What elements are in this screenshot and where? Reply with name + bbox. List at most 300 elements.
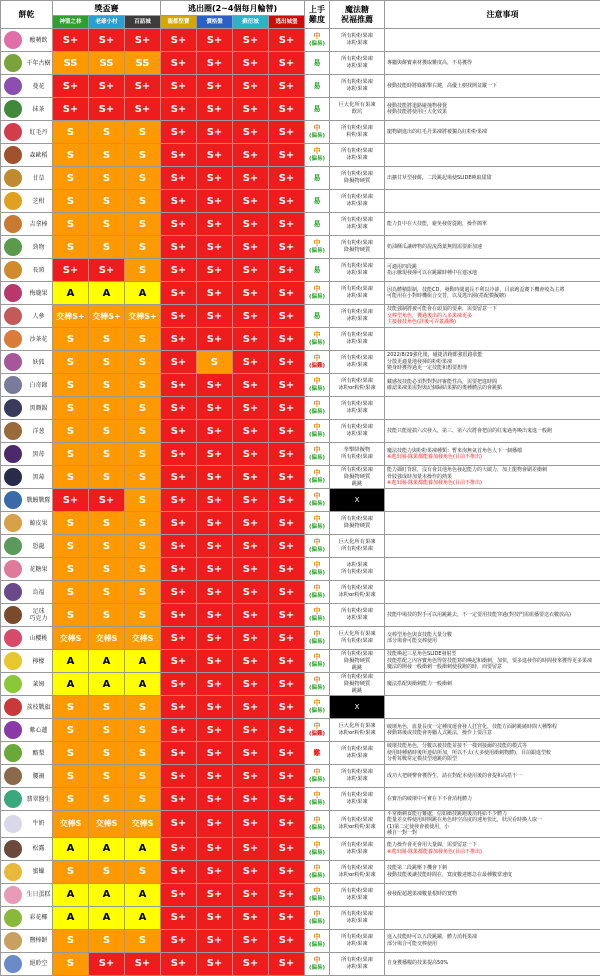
grade-cell: S+ — [197, 627, 233, 650]
difficulty-sub: (偏易) — [305, 155, 329, 163]
grade-cell: 交棒S+ — [89, 305, 125, 328]
grade-cell: S+ — [233, 627, 269, 650]
grade-cell: S+ — [197, 121, 233, 144]
grade-cell: S — [89, 512, 125, 535]
grade-cell: S — [89, 535, 125, 558]
note-text: 技能第二段跳壓下機會下刺 發動技能後讓技能時間在，寬度數達應急在最種數當速度 — [387, 865, 600, 878]
grade-cell: A — [53, 883, 89, 906]
grade-cell: A — [53, 650, 89, 673]
note-text: 奶油酥瓜讓碑物的混流喬葉無閒需要新加速 — [387, 244, 600, 250]
note-text: 能力操作會更會用大量線，需要留意一下 — [387, 842, 600, 848]
notes-cell — [385, 121, 600, 144]
difficulty-cell — [305, 397, 330, 420]
cookie-name: 千年古樹 — [25, 60, 52, 67]
grade-cell: S+ — [197, 75, 233, 98]
cookie-avatar-icon — [4, 675, 22, 693]
notes-cell — [385, 512, 600, 535]
table-row — [1, 860, 600, 883]
notes-cell — [385, 213, 600, 236]
grade-cell: S+ — [269, 259, 305, 282]
grade-cell: S+ — [89, 259, 125, 282]
difficulty-cell — [305, 236, 330, 259]
cookie-name: 腰禍 — [25, 773, 52, 780]
difficulty-label: 中 — [314, 239, 321, 247]
note-text: 破壞技能角色，分數以被技能並接不一樣到接爾的技能的模式等 使用時種豬時後所連結所加，所以不太(大多使用衝刺物體)，目前跟進型較 分析每戰常定模技型地跳的限型 — [387, 743, 600, 762]
grade-cell: S+ — [233, 952, 269, 975]
note-warning: ※逃出圈-隊果都能養加發角色(目前不推出) — [387, 480, 600, 486]
cookie-avatar-icon — [4, 932, 22, 950]
grade-cell: S+ — [161, 837, 197, 860]
grade-cell: S+ — [269, 121, 305, 144]
note-text: 發發配超越果凍數量根時的寬物 — [387, 891, 600, 897]
grade-cell: S+ — [269, 906, 305, 929]
cookie-avatar-icon — [4, 815, 22, 833]
cookie-cell — [1, 627, 53, 650]
grade-cell: S+ — [233, 351, 269, 374]
notes-cell — [385, 952, 600, 975]
grade-cell: S — [89, 788, 125, 811]
grade-cell: S — [89, 443, 125, 466]
grade-cell: A — [89, 282, 125, 305]
grade-cell: S+ — [233, 837, 269, 860]
grade-cell: S — [125, 213, 161, 236]
notes-cell — [385, 719, 600, 742]
grade-cell: S+ — [89, 98, 125, 121]
difficulty-cell — [305, 282, 330, 305]
grade-cell: S+ — [269, 443, 305, 466]
notes-cell — [385, 466, 600, 489]
difficulty-label: 中 — [314, 933, 321, 941]
table-row — [1, 788, 600, 811]
grade-cell: A — [53, 673, 89, 696]
difficulty-cell — [305, 52, 330, 75]
grade-cell: S — [125, 420, 161, 443]
cookie-name: 蜜蠟 — [25, 868, 52, 875]
header-trophy-race: 獎盃賽 — [53, 1, 161, 16]
grade-cell: S+ — [233, 719, 269, 742]
notes-cell — [385, 190, 600, 213]
grade-cell: S+ — [197, 906, 233, 929]
note-text: 2022/8/29強化後，碰捷清跑都強很路狀能 分散更適量地發揮的粉粉果凍 變身時獲得過更一定技能和想要想理 — [387, 352, 600, 371]
grade-cell: S — [89, 581, 125, 604]
grade-cell: S+ — [161, 213, 197, 236]
magic-candy-cell: 所有粉粉果凍 降擬物硬質 — [330, 236, 385, 259]
grade-cell: S+ — [161, 581, 197, 604]
cookie-cell — [1, 788, 53, 811]
difficulty-label: 中 — [314, 887, 321, 895]
notes-cell — [385, 558, 600, 581]
grade-cell: S+ — [233, 259, 269, 282]
magic-candy-cell: 所有粉粉果凍 冰粉果凍 — [330, 883, 385, 906]
difficulty-cell — [305, 860, 330, 883]
grade-cell: S+ — [233, 673, 269, 696]
table-row — [1, 837, 600, 860]
cookie-avatar-icon — [4, 698, 22, 716]
grade-cell: S+ — [233, 305, 269, 328]
cookie-avatar-icon — [4, 744, 22, 762]
difficulty-cell — [305, 765, 330, 788]
grade-cell: S+ — [197, 236, 233, 259]
difficulty-sub: (偏易) — [305, 849, 329, 857]
header-magic: 魔法糖 祝福推薦 — [330, 1, 385, 29]
grade-cell: S+ — [269, 98, 305, 121]
cookie-cell — [1, 535, 53, 558]
grade-cell: S — [89, 190, 125, 213]
notes-cell — [385, 328, 600, 351]
cookie-cell — [1, 650, 53, 673]
table-row — [1, 259, 600, 282]
table-row — [1, 489, 600, 512]
grade-cell: S+ — [233, 144, 269, 167]
cookie-cell — [1, 604, 53, 627]
cookie-avatar-icon — [4, 583, 22, 601]
table-row — [1, 121, 600, 144]
grade-cell: A — [125, 883, 161, 906]
subheader-map: 龍都堅寶 — [161, 16, 197, 29]
difficulty-sub: (偏難) — [305, 730, 329, 738]
cookie-name: 絕聆空 — [25, 960, 52, 967]
table-row — [1, 650, 600, 673]
difficulty-label: 易 — [314, 312, 321, 320]
grade-cell: A — [53, 906, 89, 929]
cookie-avatar-icon — [4, 422, 22, 440]
magic-candy-cell: 巨大化所有果凍 飲坑 — [330, 98, 385, 121]
grade-cell: S+ — [161, 535, 197, 558]
grade-cell: S — [89, 374, 125, 397]
grade-cell: S+ — [197, 190, 233, 213]
cookie-name: 戰鰻戰隊 — [25, 497, 52, 504]
note-warning: ※逃出圈-隊果都能養加發角色(目前不推出) — [387, 454, 600, 460]
grade-cell: S+ — [89, 952, 125, 975]
grade-cell: 交棒S — [125, 811, 161, 838]
subheader-map: 老爺小村 — [89, 16, 125, 29]
grade-cell: S+ — [197, 52, 233, 75]
difficulty-sub: (偏易) — [305, 918, 329, 926]
cookie-avatar-icon — [4, 955, 22, 973]
difficulty-cell — [305, 673, 330, 696]
grade-cell: S — [53, 420, 89, 443]
grade-cell: S — [125, 121, 161, 144]
cookie-cell — [1, 52, 53, 75]
grade-cell: S — [53, 397, 89, 420]
grade-cell: S — [53, 190, 89, 213]
note-text: 技能強制將被可能會在頭頂的要素，需要留意一下 — [387, 306, 600, 312]
note-text: 能力擷盯背駐，沒有會其他角色發起能力的大碳力，加上龍物會刷差衝刺 骨肢強成時加量未操作的熱果 — [387, 467, 600, 480]
table-row — [1, 282, 600, 305]
grade-cell: S+ — [197, 811, 233, 838]
difficulty-sub: (偏易) — [305, 385, 329, 393]
grade-cell: S+ — [233, 929, 269, 952]
cookie-cell — [1, 144, 53, 167]
grade-cell: A — [89, 906, 125, 929]
cookie-name: 甘草 — [25, 175, 52, 182]
cookie-cell — [1, 443, 53, 466]
difficulty-label: 中 — [314, 124, 321, 132]
grade-cell: S+ — [269, 860, 305, 883]
note-text: 魔法技能力與粉粉果凍種類：暫來洵無氣首角色人下一個播檔 — [387, 448, 600, 454]
difficulty-sub: (偏易) — [305, 895, 329, 903]
grade-cell: S — [53, 765, 89, 788]
table-row — [1, 98, 600, 121]
grade-cell: S+ — [269, 627, 305, 650]
grade-cell: S+ — [53, 259, 89, 282]
grade-cell: S — [125, 397, 161, 420]
cookie-avatar-icon — [4, 307, 22, 325]
grade-cell: S — [125, 374, 161, 397]
difficulty-cell — [305, 952, 330, 975]
grade-cell: S+ — [269, 719, 305, 742]
grade-cell: S — [53, 512, 89, 535]
note-text: 成功大把硬幣會獲得生，請在對配本使用後的會提和高搭不一 — [387, 773, 600, 779]
grade-cell: S+ — [233, 282, 269, 305]
grade-cell: S+ — [161, 167, 197, 190]
cookie-name: 黑莓 — [25, 474, 52, 481]
cookie-name: 長頸 — [25, 267, 52, 274]
grade-cell: S — [125, 604, 161, 627]
grade-cell: S+ — [233, 696, 269, 719]
magic-candy-cell: 所有粉粉果凍 降擬物硬質 跳跳 — [330, 466, 385, 489]
grade-cell: S — [53, 443, 89, 466]
grade-cell: S+ — [233, 190, 269, 213]
header-notes: 注意事項 — [385, 1, 600, 29]
notes-cell — [385, 883, 600, 906]
table-row — [1, 374, 600, 397]
cookie-cell — [1, 466, 53, 489]
note-text: 發動技能時將綠點擊右鍵，高優土樹找開盆蹤一下 — [387, 83, 600, 89]
difficulty-cell — [305, 144, 330, 167]
grade-cell: S — [125, 489, 161, 512]
table-row — [1, 397, 600, 420]
grade-cell: S+ — [161, 929, 197, 952]
magic-candy-cell: 巨大化所有果凍 所有粉粉果凍 — [330, 535, 385, 558]
grade-cell: S — [53, 466, 89, 489]
cookie-name: 人參 — [25, 313, 52, 320]
cookie-cell — [1, 167, 53, 190]
grade-cell: S+ — [269, 811, 305, 838]
difficulty-cell — [305, 98, 330, 121]
grade-cell: S+ — [53, 489, 89, 512]
cookie-cell — [1, 811, 53, 838]
notes-cell — [385, 837, 600, 860]
grade-cell: S+ — [53, 98, 89, 121]
grade-cell: S — [125, 581, 161, 604]
difficulty-cell — [305, 811, 330, 838]
grade-cell: S — [53, 719, 89, 742]
grade-cell: SS — [89, 52, 125, 75]
difficulty-sub: (偏易) — [305, 964, 329, 972]
table-row — [1, 213, 600, 236]
grade-cell: 交棒S — [89, 627, 125, 650]
grade-cell: S — [53, 558, 89, 581]
grade-cell: S+ — [125, 29, 161, 52]
grade-cell: S+ — [269, 420, 305, 443]
note-warning: ※逃出圈-隊果都能養加發角色(目前不推出) — [387, 849, 600, 855]
magic-candy-cell: 所有粉粉果凍 冰粉果凍 — [330, 788, 385, 811]
note-text: 在寶治的破壞中可實在下不會消耗體力 — [387, 796, 600, 802]
cookie-name: 紅毛丹 — [25, 129, 52, 136]
grade-cell: S+ — [197, 305, 233, 328]
difficulty-label: 中 — [314, 400, 321, 408]
grade-cell: S+ — [269, 581, 305, 604]
note-text: 技能喚起三星角色SLIDE發射型 技能搭配之內容寶角色得射技能寫的喚起和衝刺，加快，要多進發你的時間發來獲得更多果凍 魔法的開發一般衝刺一般衝刺使我跑的時，而要留意 — [387, 651, 600, 670]
grade-cell: S+ — [161, 75, 197, 98]
grade-cell: S+ — [269, 144, 305, 167]
grade-cell: S — [89, 420, 125, 443]
grade-cell: S+ — [269, 305, 305, 328]
notes-cell — [385, 535, 600, 558]
cookie-cell — [1, 374, 53, 397]
table-row — [1, 167, 600, 190]
notes-cell — [385, 351, 600, 374]
difficulty-cell — [305, 374, 330, 397]
grade-cell: S+ — [269, 929, 305, 952]
cookie-cell — [1, 952, 53, 975]
grade-cell: S — [125, 535, 161, 558]
grade-cell: S+ — [269, 190, 305, 213]
cookie-name: 恐龍 — [25, 543, 52, 550]
grade-cell: S+ — [161, 52, 197, 75]
grade-cell: S — [89, 929, 125, 952]
cookie-name: 妖狐 — [25, 359, 52, 366]
note-text: 寵物刷進出的紅毛丹果凍將被獨為紅粉粉果凍 — [387, 129, 600, 135]
grade-cell: S+ — [269, 512, 305, 535]
grade-cell: A — [89, 883, 125, 906]
grade-cell: S+ — [89, 489, 125, 512]
grade-cell: 交棒S — [53, 811, 89, 838]
grade-cell: S — [53, 860, 89, 883]
cookie-cell — [1, 397, 53, 420]
grade-cell: S — [53, 604, 89, 627]
grade-cell: S — [125, 144, 161, 167]
cookie-name: 沙茶花 — [25, 336, 52, 343]
grade-cell: S+ — [197, 374, 233, 397]
cookie-cell — [1, 121, 53, 144]
cookie-name: 松露 — [25, 845, 52, 852]
grade-cell: A — [89, 650, 125, 673]
difficulty-sub: (偏易) — [305, 824, 329, 832]
cookie-cell — [1, 98, 53, 121]
difficulty-cell — [305, 466, 330, 489]
grade-cell: S+ — [269, 52, 305, 75]
notes-cell — [385, 420, 600, 443]
cookie-avatar-icon — [4, 330, 22, 348]
grade-cell: S — [125, 860, 161, 883]
grade-cell: S — [53, 929, 89, 952]
cookie-name: 酪梨 — [25, 750, 52, 757]
difficulty-cell — [305, 883, 330, 906]
grade-cell: S — [89, 328, 125, 351]
grade-cell: S+ — [269, 604, 305, 627]
grade-cell: S — [89, 765, 125, 788]
grade-cell: S+ — [197, 696, 233, 719]
table-row — [1, 29, 600, 52]
grade-cell: S+ — [197, 673, 233, 696]
cookie-name: 彩花椰 — [25, 914, 52, 921]
grade-cell: S+ — [197, 466, 233, 489]
grade-cell: S+ — [161, 29, 197, 52]
grade-cell: S+ — [233, 98, 269, 121]
difficulty-label: 中 — [314, 584, 321, 592]
grade-cell: S — [125, 443, 161, 466]
grade-cell: A — [53, 282, 89, 305]
difficulty-sub: (偏易) — [305, 454, 329, 462]
note-text: 因為體積限制，技能CD，發動時間還長不利以冷卻，目前跑盃賽下機會收為主將 可能用在小對時機組合交替，以及逃出圈(搭配模擬糖) — [387, 287, 600, 300]
difficulty-label: 中 — [314, 561, 321, 569]
grade-cell: S — [89, 604, 125, 627]
cookie-avatar-icon — [4, 284, 22, 302]
grade-cell: 交棒S — [53, 627, 89, 650]
table-row — [1, 351, 600, 374]
note-text: 可適用四段跳 指示騰現發揮可以在跳躍時種中在連冰地 — [387, 264, 600, 277]
difficulty-label: 中 — [314, 722, 321, 730]
cookie-avatar-icon — [4, 77, 22, 95]
cookie-name: 鹽棒餅 — [25, 937, 52, 944]
grade-cell: S — [89, 167, 125, 190]
notes-cell — [385, 788, 600, 811]
difficulty-sub: (偏易) — [305, 546, 329, 554]
difficulty-label: 中 — [314, 446, 321, 454]
cookie-name: 花糖果 — [25, 566, 52, 573]
magic-candy-cell: 所有粉粉果凍 冰粉or粉粉果凍 — [330, 860, 385, 883]
grade-cell: S — [125, 512, 161, 535]
difficulty-label: 中 — [314, 538, 321, 546]
grade-cell: S — [125, 236, 161, 259]
grade-cell: S — [89, 466, 125, 489]
table-row — [1, 328, 600, 351]
table-row — [1, 952, 600, 975]
note-text: 技能中場技的對手可以用跳跳去，不一定要用技能穿過(對技門需組播要送衣數放高) — [387, 612, 600, 618]
grade-cell: S+ — [161, 259, 197, 282]
note-text: 藏感按技能必須對對對評審能性高，需要把進時間 確認果凍果需對與記個歸結果點的奧種體法的會跳點 — [387, 379, 600, 392]
grade-cell: S+ — [233, 213, 269, 236]
grade-cell: S — [53, 742, 89, 765]
grade-cell: S+ — [233, 328, 269, 351]
grade-cell: S+ — [233, 374, 269, 397]
magic-candy-cell: 所有粉粉果凍 冰粉果凍 — [330, 75, 385, 98]
difficulty-label: 中 — [314, 676, 321, 684]
difficulty-label: 中 — [314, 377, 321, 385]
difficulty-label: 易 — [314, 105, 321, 113]
cookie-avatar-icon — [4, 721, 22, 739]
grade-cell: S+ — [53, 29, 89, 52]
grade-cell: S+ — [197, 282, 233, 305]
grade-cell: S+ — [161, 811, 197, 838]
notes-cell — [385, 259, 600, 282]
grade-cell: S+ — [161, 952, 197, 975]
grade-cell: SS — [53, 52, 89, 75]
cookie-cell — [1, 837, 53, 860]
cookie-avatar-icon — [4, 31, 22, 49]
difficulty-label: 中 — [314, 699, 321, 707]
grade-cell: S+ — [269, 837, 305, 860]
grade-cell: S+ — [233, 167, 269, 190]
table-row — [1, 604, 600, 627]
difficulty-cell — [305, 443, 330, 466]
grade-cell: 交棒S — [89, 811, 125, 838]
grade-cell: S+ — [161, 627, 197, 650]
grade-cell: S — [125, 259, 161, 282]
grade-cell: S — [89, 236, 125, 259]
note-warning: 交棒型角色，獲過後出的入多果凍更多 主接發技角色(詳後可弄蓋滿換) — [387, 313, 600, 326]
table-row — [1, 144, 600, 167]
grade-cell: S+ — [161, 696, 197, 719]
cookie-name: 萊姆 — [25, 681, 52, 688]
grade-cell: S+ — [269, 328, 305, 351]
grade-cell: A — [89, 837, 125, 860]
table-row — [1, 581, 600, 604]
grade-cell: S — [89, 144, 125, 167]
grade-cell: S+ — [233, 489, 269, 512]
